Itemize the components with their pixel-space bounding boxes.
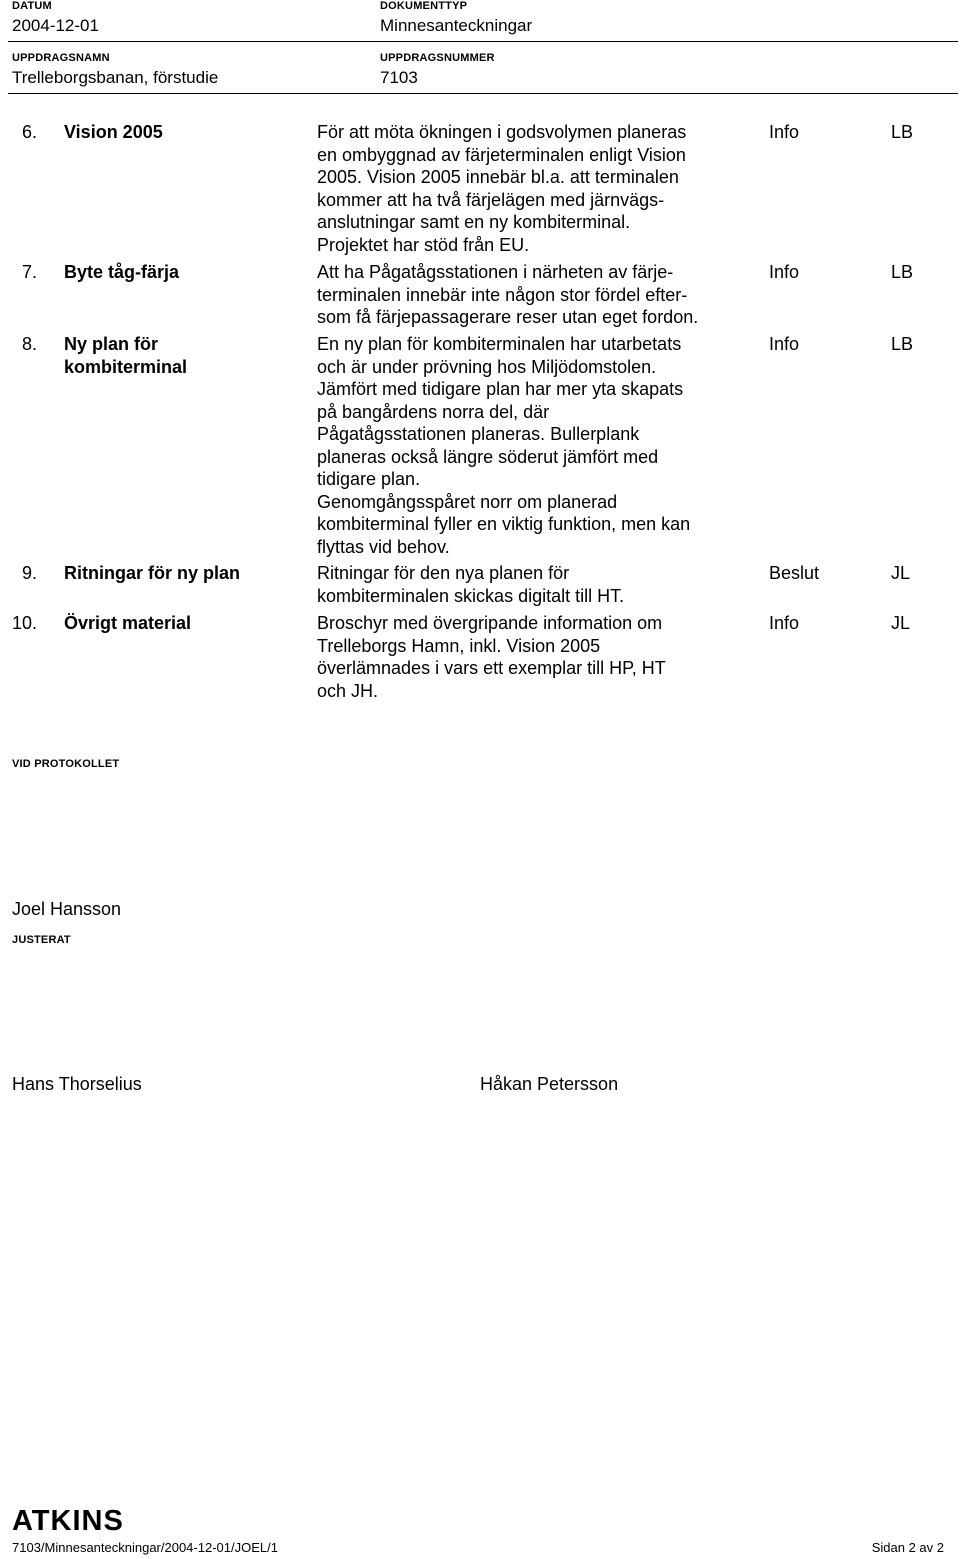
adjusted-label: JUSTERAT bbox=[12, 934, 71, 946]
description-line: Genomgångsspåret norr om planerad bbox=[317, 491, 618, 512]
assignment-number-value: 7103 bbox=[380, 68, 418, 87]
description-line: Pågatågsstationen planeras. Bullerplank bbox=[317, 424, 640, 444]
item-type: Info bbox=[769, 613, 800, 633]
description-line: Att ha Pågatågsstationen i närheten av färje- bbox=[317, 262, 674, 282]
title-line: Övrigt material bbox=[64, 613, 192, 633]
item-description bbox=[317, 333, 690, 558]
doctype-label: DOKUMENTTYP bbox=[380, 0, 468, 12]
item-title bbox=[64, 261, 179, 284]
assignment-name-value: Trelleborgsbanan, förstudie bbox=[12, 68, 219, 87]
item-responsible: LB bbox=[891, 334, 914, 354]
title-line: Ritningar för ny plan bbox=[64, 563, 241, 583]
item-title bbox=[64, 612, 191, 635]
description-line: överlämnades i vars ett exemplar till HP, HT bbox=[317, 658, 666, 678]
description-line: terminalen innebär inte någon stor fördel efter- bbox=[317, 284, 688, 305]
item-responsible: LB bbox=[891, 122, 914, 142]
description-line: kombiterminalen skickas digitalt till HT. bbox=[317, 585, 625, 606]
description-line: Broschyr med övergripande information om bbox=[317, 613, 663, 633]
protocol-label: VID PROTOKOLLET bbox=[12, 758, 120, 770]
item-responsible: JL bbox=[891, 563, 911, 583]
description-line: en ombyggnad av färjeterminalen enligt Vision bbox=[317, 144, 686, 165]
title-line: Ny plan för bbox=[64, 334, 159, 354]
description-line: som få färjepassagerare reser utan eget fordon. bbox=[317, 307, 699, 327]
item-type: Beslut bbox=[769, 563, 820, 583]
item-type: Info bbox=[769, 262, 800, 282]
date-label: DATUM bbox=[12, 0, 52, 12]
item-number: 7. bbox=[22, 262, 38, 282]
item-description bbox=[317, 562, 624, 607]
description-line: Jämfört med tidigare plan har mer yta skapats bbox=[317, 379, 684, 399]
title-line: Vision 2005 bbox=[64, 122, 163, 142]
description-line: Ritningar för den nya planen för bbox=[317, 563, 570, 583]
item-type: Info bbox=[769, 122, 800, 142]
description-line: kommer att ha två färjelägen med järnvägs- bbox=[317, 189, 665, 210]
description-line: tidigare plan. bbox=[317, 469, 421, 489]
adjuster-2-name: Håkan Petersson bbox=[480, 1074, 619, 1094]
item-title bbox=[64, 562, 240, 585]
adjuster-1-name: Hans Thorselius bbox=[12, 1074, 142, 1094]
item-description bbox=[317, 612, 666, 702]
description-line: flyttas vid behov. bbox=[317, 536, 450, 557]
assignment-name-label: UPPDRAGSNAMN bbox=[12, 52, 110, 64]
description-line: planeras också längre söderut jämfört med bbox=[317, 446, 659, 467]
item-number: 9. bbox=[22, 563, 38, 583]
description-line: på bangårdens norra del, där bbox=[317, 401, 550, 422]
description-line: anslutningar samt en ny kombiterminal. bbox=[317, 212, 631, 232]
item-title bbox=[64, 121, 163, 144]
item-responsible: JL bbox=[891, 613, 911, 633]
item-description bbox=[317, 261, 698, 329]
assignment-number-label: UPPDRAGSNUMMER bbox=[380, 52, 495, 64]
item-number: 10. bbox=[12, 613, 38, 633]
item-responsible: LB bbox=[891, 262, 914, 282]
atkins-logo: ATKINS bbox=[12, 1505, 124, 1537]
protocol-name: Joel Hansson bbox=[12, 899, 122, 919]
description-line: Projektet har stöd från EU. bbox=[317, 234, 530, 255]
description-line: En ny plan för kombiterminalen har utarbetats bbox=[317, 334, 682, 354]
description-line: och JH. bbox=[317, 680, 379, 701]
footer-page-info: Sidan 2 av 2 bbox=[871, 1540, 944, 1555]
description-line: För att möta ökningen i godsvolymen planeras bbox=[317, 122, 687, 142]
item-number: 6. bbox=[22, 122, 38, 142]
description-line: 2005. Vision 2005 innebär bl.a. att terminalen bbox=[317, 167, 679, 187]
header-divider-top bbox=[8, 41, 958, 42]
footer-doc-ref: 7103/Minnesanteckningar/2004-12-01/JOEL/1 bbox=[12, 1540, 278, 1555]
item-title bbox=[64, 333, 187, 378]
description-line: Trelleborgs Hamn, inkl. Vision 2005 bbox=[317, 635, 601, 656]
header-divider-bottom bbox=[8, 93, 958, 94]
doctype-value: Minnesanteckningar bbox=[380, 16, 533, 35]
description-line: kombiterminal fyller en viktig funktion, men kan bbox=[317, 514, 691, 534]
description-line: och är under prövning hos Miljödomstolen. bbox=[317, 356, 657, 377]
item-description bbox=[317, 121, 686, 256]
title-line: Byte tåg-färja bbox=[64, 262, 180, 282]
title-line: kombiterminal bbox=[64, 356, 188, 377]
date-value: 2004-12-01 bbox=[12, 16, 99, 35]
item-type: Info bbox=[769, 334, 800, 354]
item-number: 8. bbox=[22, 334, 38, 354]
